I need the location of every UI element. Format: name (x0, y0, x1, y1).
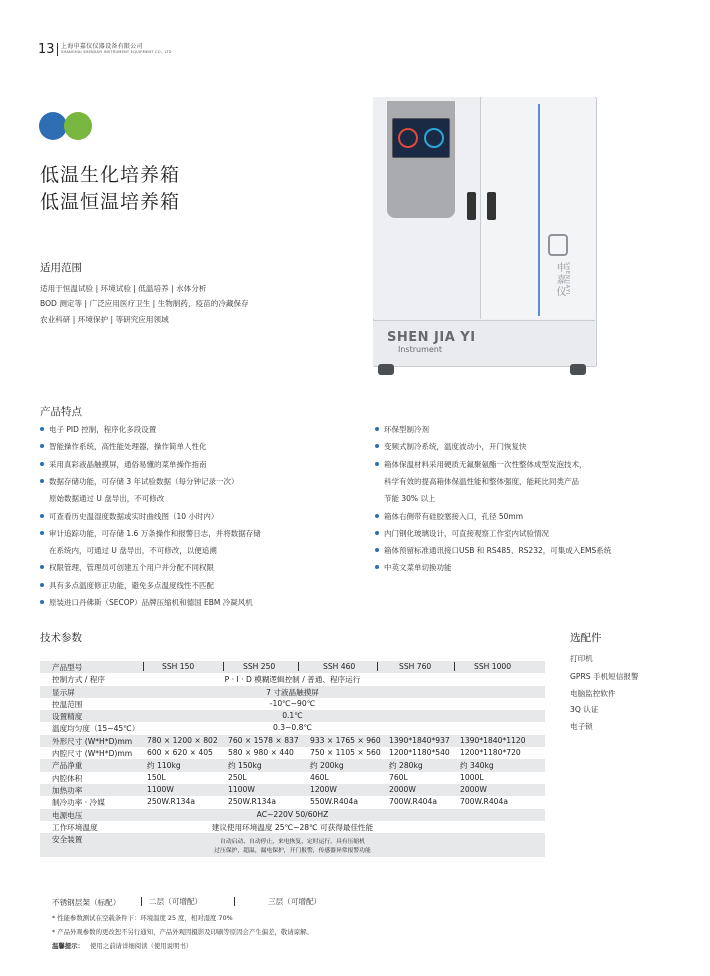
shelf-label: 不锈钢层架（标配） (52, 898, 121, 907)
spec-label: 安全装置 (52, 835, 83, 845)
feature-text: 节能 30% 以上 (384, 494, 436, 504)
spec-value: 150L (147, 772, 166, 782)
feature-text: 在系统内，可通过 U 盘导出，不可修改，以便追溯 (49, 546, 217, 556)
feature-item (40, 424, 156, 435)
feature-item (40, 459, 207, 470)
door-handle (487, 192, 496, 220)
feature-text: 环保型制冷剂 (384, 425, 429, 434)
bullet-icon (40, 427, 44, 431)
accessory-item: 电脑监控软件 (570, 689, 616, 698)
spec-note: * 性能参数测试在空载条件下：环境温度 25 度，相对湿度 70% (52, 914, 233, 922)
spec-value: 约 200kg (310, 761, 344, 771)
spec-row (40, 772, 545, 784)
spec-row (40, 796, 545, 808)
spec-value: 1200W (310, 784, 337, 794)
bullet-icon (375, 444, 379, 448)
feature-text: 采用真彩液晶触摸屏，通俗易懂的菜单操作指南 (49, 459, 207, 469)
spec-value: AC~220V 50/60HZ (256, 809, 329, 819)
feature-item (40, 528, 261, 539)
company-name-en: SHANGHAI SHENJIAYI INSTRUMENT EQUIPMENT CO., LTD (61, 50, 172, 54)
spec-label: 工作环境温度 (52, 822, 98, 832)
spec-value: 550W.R404a (310, 797, 358, 807)
spec-value: 933 × 1765 × 960 (310, 735, 381, 745)
feature-item (375, 424, 429, 435)
spec-row (40, 809, 545, 821)
bullet-icon (375, 548, 379, 552)
bullet-icon (40, 600, 44, 604)
feature-item (375, 545, 611, 556)
spec-value: 250W.R134a (147, 797, 195, 807)
application-heading: 适用范围 (40, 262, 82, 274)
feature-item (375, 476, 579, 487)
feature-item (375, 459, 587, 470)
spec-value: 250L (228, 772, 247, 782)
door-handle (467, 192, 476, 220)
bullet-icon (40, 462, 44, 466)
green-dot-icon (64, 112, 92, 140)
brand-logo-icon (548, 234, 568, 256)
brand-name: SHEN JIA YI (387, 330, 476, 345)
bullet-icon (375, 565, 379, 569)
door-accent-strip (538, 104, 540, 316)
model-header: SSH 150 (162, 662, 195, 671)
page-number: 13 (38, 42, 55, 57)
spec-value: -10℃~90℃ (269, 698, 316, 708)
shelf-option: 二层（可增配） (149, 897, 203, 906)
spec-value: 460L (310, 772, 329, 782)
spec-label: 产品净重 (52, 761, 83, 771)
spec-value: 700W.R404a (389, 797, 437, 807)
feature-item (40, 511, 218, 522)
display-gauge-icon (398, 128, 418, 148)
spec-row (40, 784, 545, 796)
bullet-icon (375, 531, 379, 535)
bullet-icon (40, 531, 44, 535)
caster-wheel (378, 364, 394, 375)
spec-note: * 产品外观参数的更改恕不另行通知，产品外观因摄影及印刷等原因会产生偏差，敬请谅解。 (52, 928, 313, 936)
company-name-cn: 上海申嘉仪仪器设备有限公司 (61, 43, 143, 50)
feature-text: 科学有效的提高箱体保温性能和整体强度，能耗比同类产品 (384, 476, 579, 486)
spec-label: 制冷功率 · 冷媒 (52, 798, 105, 808)
spec-row (40, 821, 545, 833)
spec-label: 设置精度 (52, 712, 83, 722)
spec-value: 1200*1180*540 (389, 748, 450, 758)
spec-value: 2000W (460, 784, 487, 794)
spec-value: 1000L (460, 772, 484, 782)
spec-value: 2000W (389, 784, 416, 794)
spec-row (40, 673, 545, 685)
feature-item (40, 562, 214, 573)
spec-value: 250W.R134a (228, 797, 276, 807)
feature-text: 具有多点温度修正功能，避免多点温度线性不匹配 (49, 580, 214, 590)
shelf-option: 三层（可增配） (268, 897, 322, 906)
spec-value: 0.3~0.8℃ (272, 723, 313, 733)
feature-item (40, 441, 207, 452)
spec-row (40, 686, 545, 698)
product-title-1: 低温生化培养箱 (40, 164, 181, 186)
bullet-icon (375, 462, 379, 466)
feature-item (40, 580, 214, 591)
spec-label: 控制方式 / 程序 (52, 675, 105, 685)
feature-text: 权限管理，管理员可创建五个用户并分配不同权限 (49, 563, 214, 573)
brand-subtitle: Instrument (398, 345, 443, 354)
spec-label: 外形尺寸 (W*H*D)mm (52, 736, 133, 746)
bullet-icon (375, 427, 379, 431)
spec-label: 内腔尺寸 (W*H*D)mm (52, 749, 133, 759)
accessories-heading: 选配件 (570, 632, 602, 644)
feature-text: 审计追踪功能，可存储 1.6 万条操作和报警日志，并将数据存储 (49, 528, 261, 538)
spec-value: 750 × 1105 × 560 (310, 748, 381, 758)
feature-item (375, 493, 435, 504)
spec-value: 约 110kg (147, 761, 181, 771)
spec-value: 700W.R404a (460, 797, 508, 807)
spec-rows (40, 673, 545, 857)
spec-heading: 技术参数 (40, 632, 82, 644)
spec-header-row (40, 661, 545, 673)
bullet-icon (375, 514, 379, 518)
feature-text: 数据存储功能，可存储 3 年试验数据（每分钟记录一次） (49, 476, 239, 486)
feature-text: 箱体右侧带有硅胶塞接入口，孔径 50mm (384, 511, 524, 521)
bullet-icon (40, 514, 44, 518)
feature-text: 箱体预留标准通讯接口USB 和 RS485、RS232，可集成入EMS系统 (384, 546, 612, 556)
spec-label: 加热功率 (52, 785, 83, 795)
feature-text: 智能操作系统，高性能处理器，操作简单人性化 (49, 442, 207, 452)
model-header: SSH 1000 (474, 662, 512, 671)
spec-value: 建议使用环境温度 25℃~28℃ 可获得最佳性能 (211, 822, 374, 832)
tip-text: 使用之前请详细阅读（使用说明书） (90, 942, 193, 950)
feature-text: 箱体保温材料采用硬质无氟聚氨酯一次性整体成型发泡技术， (384, 459, 587, 469)
feature-item (40, 597, 253, 608)
spec-value: P · I · D 模糊逻辑控制 / 普通、程序运行 (224, 675, 361, 685)
feature-item (375, 562, 452, 573)
model-header: SSH 250 (243, 662, 276, 671)
spec-value: 780 × 1200 × 802 (147, 735, 218, 745)
feature-item (40, 493, 164, 504)
feature-text: 原装进口丹佛斯（SECOP）品牌压缩机和德国 EBM 冷凝风机 (49, 598, 253, 607)
brand-vertical-en: SHENJIAYI (564, 262, 570, 296)
bullet-icon (40, 444, 44, 448)
spec-value: 1390*1840*937 (389, 735, 450, 745)
application-line: 适用于恒温试验 | 环境试验 | 低温培养 | 水体分析 (40, 284, 207, 293)
feature-text: 可查看历史温湿度数据或实时曲线图（10 小时内） (49, 511, 219, 521)
feature-text: 内门钢化玻璃设计，可直接观察工作室内试验情况 (384, 528, 549, 538)
spec-label: 内腔体积 (52, 773, 83, 783)
accessory-item: 打印机 (570, 654, 593, 663)
accessory-item: 电子锁 (570, 722, 593, 731)
spec-value: 1100W (147, 784, 174, 794)
spec-value: 1200*1180*720 (460, 748, 521, 758)
feature-item (375, 511, 523, 522)
spec-row (40, 759, 545, 771)
feature-item (40, 476, 239, 487)
spec-value: 约 340kg (460, 761, 494, 771)
product-title-2: 低温恒温培养箱 (40, 191, 181, 213)
spec-value: 1100W (228, 784, 255, 794)
bullet-icon (40, 479, 44, 483)
spec-row (40, 722, 545, 734)
spec-label: 控温范围 (52, 699, 83, 709)
spec-label: 显示屏 (52, 687, 75, 697)
model-header: SSH 460 (323, 662, 356, 671)
spec-row (40, 735, 545, 747)
application-line: BOD 测定等 | 广泛应用医疗卫生 | 生物制药，疫苗的冷藏保存 (40, 299, 249, 308)
display-gauge-icon (424, 128, 444, 148)
spec-header-label: 产品型号 (52, 663, 83, 672)
bullet-icon (40, 565, 44, 569)
spec-value: 1390*1840*1120 (460, 735, 526, 745)
spec-value: 760L (389, 772, 408, 782)
accessory-item: 3Q 认证 (570, 705, 599, 714)
spec-value: 760 × 1578 × 837 (228, 735, 299, 745)
caster-wheel (570, 364, 586, 375)
application-line: 农业科研 | 环境保护 | 等研究应用领域 (40, 315, 169, 324)
header-divider (57, 43, 58, 56)
spec-table (40, 661, 545, 857)
feature-text: 中英文菜单切换功能 (384, 563, 452, 573)
spec-value: 0.1℃ (282, 711, 303, 721)
spec-row (40, 698, 545, 710)
feature-item (40, 545, 217, 556)
feature-text: 电子 PID 控制，程序化多段设置 (49, 425, 157, 434)
spec-row (40, 710, 545, 722)
spec-value: 自动启动、自动停止，来电恢复，定时运行，具有压缩机 (220, 839, 365, 846)
feature-text: 原始数据通过 U 盘导出，不可修改 (49, 494, 165, 504)
blue-dot-icon (39, 112, 67, 140)
spec-value: 约 150kg (228, 761, 262, 771)
feature-text: 变频式制冷系统，温度波动小，开门恢复快 (384, 442, 527, 452)
spec-label: 温度均匀度（15~45℃） (52, 724, 140, 734)
spec-row (40, 833, 545, 857)
features-heading: 产品特点 (40, 406, 82, 418)
spec-value: 过压保护，超温，漏电保护，开门报警，传感器异常报警功能 (214, 848, 371, 855)
spec-label: 电源电压 (52, 810, 83, 820)
spec-value: 7 寸液晶触摸屏 (266, 687, 319, 697)
bullet-icon (40, 583, 44, 587)
spec-value: 约 280kg (389, 761, 423, 771)
feature-item (375, 528, 549, 539)
accessory-item: GPRS 手机短信报警 (570, 672, 639, 681)
spec-row (40, 747, 545, 759)
model-header: SSH 760 (399, 662, 432, 671)
tip-label: 温馨提示： (52, 942, 84, 950)
spec-value: 580 × 980 × 440 (228, 748, 294, 758)
feature-item (375, 441, 527, 452)
brand-vertical-cn: 申嘉仪 (554, 262, 565, 298)
spec-value: 600 × 620 × 405 (147, 748, 213, 758)
